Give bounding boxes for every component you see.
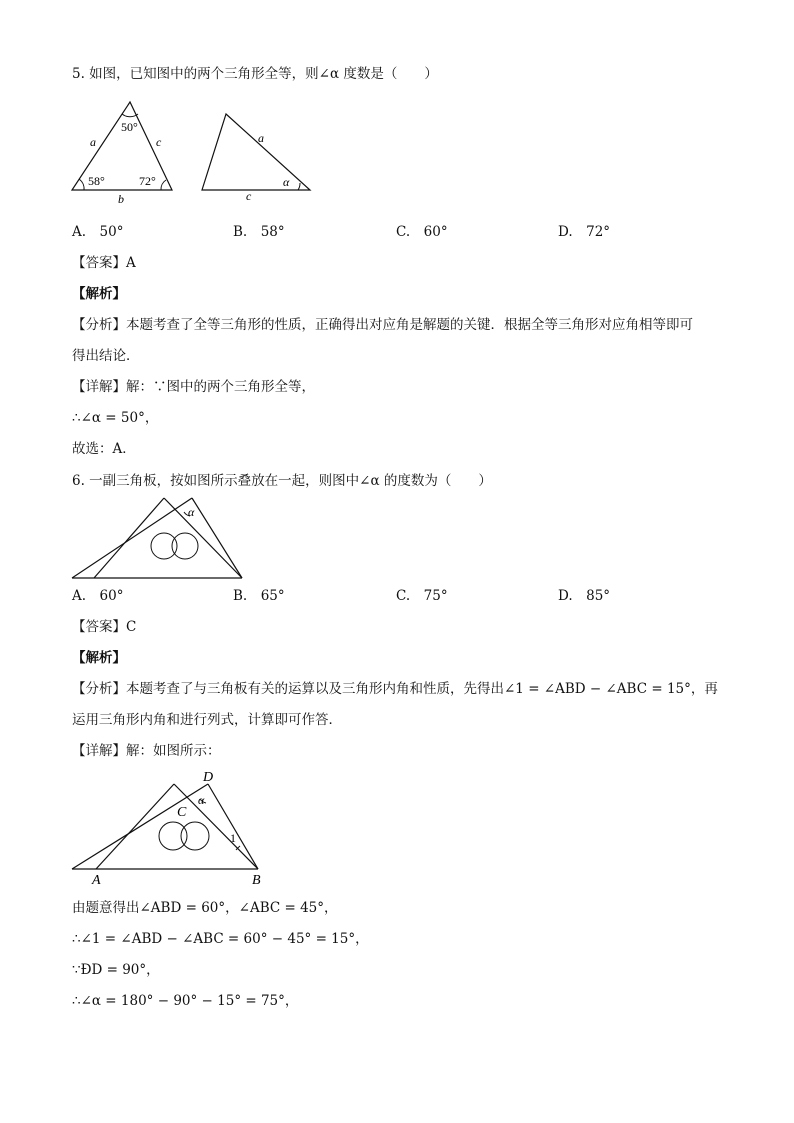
t1-label-c: c [156, 135, 162, 149]
fig2-label-alpha: α [198, 793, 205, 807]
q6-option-c: C. 75° [396, 588, 448, 604]
q5-option-b: B. 58° [233, 224, 285, 240]
q5-option-c: C. 60° [396, 224, 448, 240]
q6-jiexi: 【解析】 [72, 650, 126, 666]
q5-stem: 5. 如图，已知图中的两个三角形全等，则∠α 度数是（ ） [72, 66, 438, 82]
triangle-2 [202, 114, 310, 190]
q5-figure [66, 96, 326, 206]
q5-detail-3: 故选：A． [72, 441, 136, 457]
q6-analysis-2: 运用三角形内角和进行列式，计算即可作答． [72, 712, 342, 728]
t2-label-alpha: α [283, 175, 290, 189]
q6-option-b: B. 65° [233, 588, 285, 604]
t1-label-b: b [118, 192, 124, 206]
q6-labeled-figure [66, 766, 276, 888]
q6-line-4: ∴∠α = 180° − 90° − 15° = 75°， [72, 993, 299, 1009]
q6-line-1: 由题意得出∠ABD = 60°，∠ABC = 45°， [72, 900, 338, 916]
q5-option-d: D. 72° [558, 224, 611, 240]
q5-detail-1: 【详解】解：∵图中的两个三角形全等， [72, 379, 315, 395]
fig2-label-1: 1 [230, 831, 236, 845]
q6-answer: 【答案】C [72, 619, 137, 635]
t1-label-left: 58° [88, 174, 105, 188]
q6-line-2: ∴∠1 = ∠ABD − ∠ABC = 60° − 45° = 15°， [72, 931, 369, 947]
q5-detail-2: ∴∠α = 50°， [72, 410, 159, 426]
q6-option-d: D. 85° [558, 588, 611, 604]
q5-analysis-2: 得出结论． [72, 348, 140, 364]
q5-option-a: A. 50° [72, 224, 124, 240]
t1-label-top: 50° [121, 120, 138, 134]
q6-detail-1: 【详解】解：如图所示： [72, 743, 221, 759]
q6-figure [66, 494, 256, 584]
t2-label-c: c [246, 189, 252, 203]
q5-answer: 【答案】A [72, 255, 136, 271]
q6-fig-alpha: α [188, 505, 195, 519]
fig2-label-a: A [92, 873, 101, 888]
q5-analysis-1: 【分析】本题考查了全等三角形的性质，正确得出对应角是解题的关键．根据全等三角形对应角相等即可 [72, 317, 693, 333]
fig2-label-c: C [177, 805, 187, 820]
t1-label-right: 72° [139, 174, 156, 188]
q5-jiexi: 【解析】 [72, 286, 126, 302]
fig2-label-d: D [203, 770, 214, 785]
q6-analysis-1: 【分析】本题考查了与三角板有关的运算以及三角形内角和性质，先得出∠1 = ∠ABD − ∠ABC = 15°，再 [72, 681, 718, 697]
t2-label-a: a [258, 131, 264, 145]
q6-option-a: A. 60° [72, 588, 124, 604]
fig2-label-b: B [252, 873, 261, 888]
q6-line-3: ∵ÐD = 90°， [72, 962, 160, 978]
q6-stem: 6. 一副三角板，按如图所示叠放在一起，则图中∠α 的度数为（ ） [72, 473, 492, 489]
t1-label-a: a [90, 135, 96, 149]
